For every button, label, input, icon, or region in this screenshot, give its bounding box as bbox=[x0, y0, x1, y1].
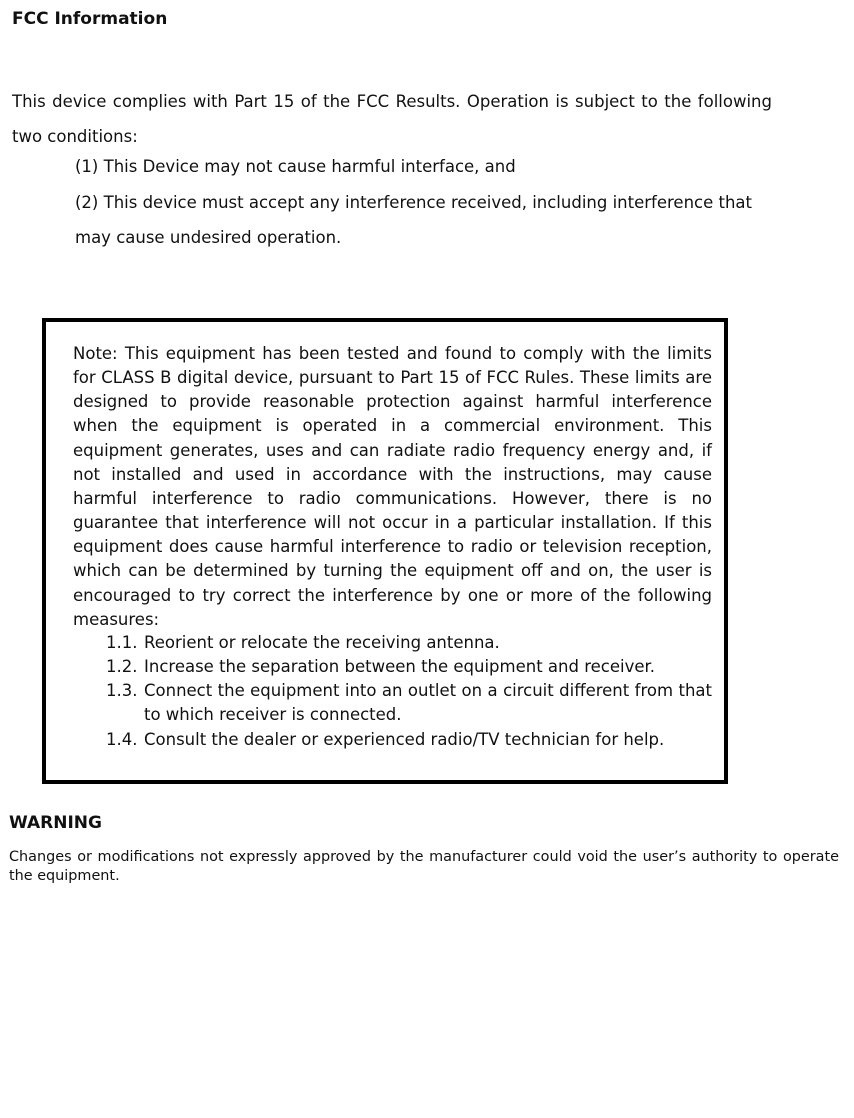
measure-text: Consult the dealer or experienced radio/TV technician for help. bbox=[144, 729, 665, 749]
warning-text: Changes or modifications not expressly approved by the manufacturer could void the user’s authority to operate the equipment. bbox=[9, 849, 839, 884]
measure-number: 1.1. bbox=[106, 633, 138, 652]
intro-paragraph: This device complies with Part 15 of the FCC Results. Operation is subject to the following two conditions: bbox=[12, 92, 772, 146]
fcc-note-box bbox=[42, 318, 728, 784]
measure-text: Increase the separation between the equipment and receiver. bbox=[144, 657, 656, 677]
condition-1: (1) This Device may not cause harmful interface, and bbox=[75, 157, 516, 176]
condition-2: (2) This device must accept any interference received, including interference that may cause undesired operation. bbox=[75, 193, 752, 247]
measure-number: 1.3. bbox=[106, 681, 138, 701]
measure-item bbox=[73, 679, 712, 727]
note-paragraph: Note: This equipment has been tested and found to comply with the limits for CLASS B digital device, pursuant to Part 15 of FCC Rules. These limits are designed to provide reasonable protection against harmful interference when the equipment is operated in a commercial environment. This equipment generates, uses and can radiate radio frequency energy and, if not installed and used in accordance with the instructions, may cause harmful interference to radio communications. However, there is no guarantee that interference will not occur in a particular installation. If this equipment does cause harmful interference to radio or television reception, which can be determined by turning the equipment off and on, the user is encouraged to try correct the interference by one or more of the following measures: bbox=[73, 344, 712, 629]
measure-number: 1.2. bbox=[106, 657, 138, 677]
measure-item bbox=[73, 728, 712, 752]
measure-item bbox=[73, 631, 712, 655]
measures-list bbox=[73, 631, 712, 752]
warning-title: WARNING bbox=[9, 813, 102, 833]
page-title: FCC Information bbox=[12, 9, 168, 29]
measure-item bbox=[73, 655, 712, 679]
measure-text: Reorient or relocate the receiving antenna. bbox=[144, 633, 500, 652]
measure-number: 1.4. bbox=[106, 729, 138, 749]
measure-text: Connect the equipment into an outlet on a circuit different from that to which receiver is connected. bbox=[144, 681, 712, 725]
